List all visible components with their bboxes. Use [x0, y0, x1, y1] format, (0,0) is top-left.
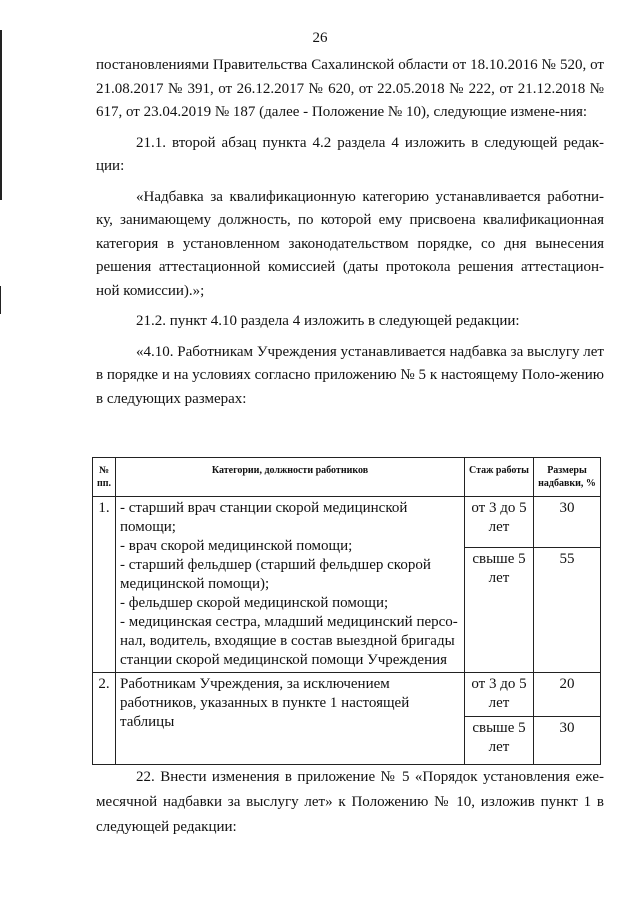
row-category: Работникам Учреждения, за исключением работников, указанных в пункте 1 настоящей таблицы	[116, 673, 465, 765]
document-body	[96, 54, 604, 418]
header-rate: Размеры надбавки, %	[534, 458, 601, 497]
row-number: 1.	[93, 497, 116, 673]
category-line: - фельдшер скорой медицинской помощи;	[120, 595, 389, 611]
table-row	[93, 497, 601, 548]
paragraph-21-1: 21.1. второй абзац пункта 4.2 раздела 4 изложить в следующей редак-ции:	[96, 134, 604, 174]
header-category: Категории, должности работников	[116, 458, 465, 497]
scan-edge-mark	[0, 30, 2, 200]
paragraph-22: 22. Внести изменения в приложение № 5 «Порядок установления еже-месячной надбавки за выслугу лет» к Положению № 10, изложив пункт 1 в следующей редакции:	[96, 769, 604, 835]
row-rate: 30	[534, 497, 601, 548]
row-category	[116, 497, 465, 673]
row-rate: 55	[534, 548, 601, 673]
category-line: - старший фельдшер (старший фельдшер скорой медицинской помощи);	[120, 557, 431, 592]
row-stazh: свыше 5 лет	[465, 548, 534, 673]
table-header-row	[93, 458, 601, 497]
category-line: - медицинская сестра, младший медицинский персо-нал, водитель, входящие в состав выездной бригады станции скорой медицинской помощи Учреждения	[120, 614, 458, 668]
seniority-bonus-table	[92, 457, 601, 765]
header-stazh: Стаж работы	[465, 458, 534, 497]
page-number: 26	[312, 30, 328, 46]
paragraph-qualification-bonus: «Надбавка за квалификационную категорию устанавливается работни-ку, занимающему должность, по которой ему присвоена квалификационная категория в установленном законодательством порядке, со дня вынесения решения аттестационной комиссией (даты протокола решения аттестацион-ной комиссии).»;	[96, 188, 604, 299]
row-stazh: от 3 до 5 лет	[465, 497, 534, 548]
category-line: - врач скорой медицинской помощи;	[120, 538, 353, 554]
row-stazh: от 3 до 5 лет	[465, 673, 534, 717]
row-rate: 30	[534, 717, 601, 765]
paragraph-21-2: 21.2. пункт 4.10 раздела 4 изложить в следующей редакции:	[136, 313, 520, 329]
category-line: - старший врач станции скорой медицинской помощи;	[120, 500, 408, 535]
row-rate: 20	[534, 673, 601, 717]
table-row	[93, 673, 601, 717]
paragraph-4-10: «4.10. Работникам Учреждения устанавливается надбавка за выслугу лет в порядке и на условиях согласно приложению № 5 к настоящему Поло-жению в следующих размерах:	[96, 343, 604, 407]
row-number: 2.	[93, 673, 116, 765]
row-stazh: свыше 5 лет	[465, 717, 534, 765]
paragraph-resolutions: постановлениями Правительства Сахалинской области от 18.10.2016 № 520, от 21.08.2017 № 391, от 26.12.2017 № 620, от 22.05.2018 № 222, от 21.12.2018 № 617, от 23.04.2019 № 187 (далее - Положение № 10), следующие измене-ния:	[96, 57, 604, 120]
document-body-continued	[96, 765, 604, 840]
scan-edge-mark	[0, 286, 1, 314]
header-num: № пп.	[93, 458, 116, 497]
